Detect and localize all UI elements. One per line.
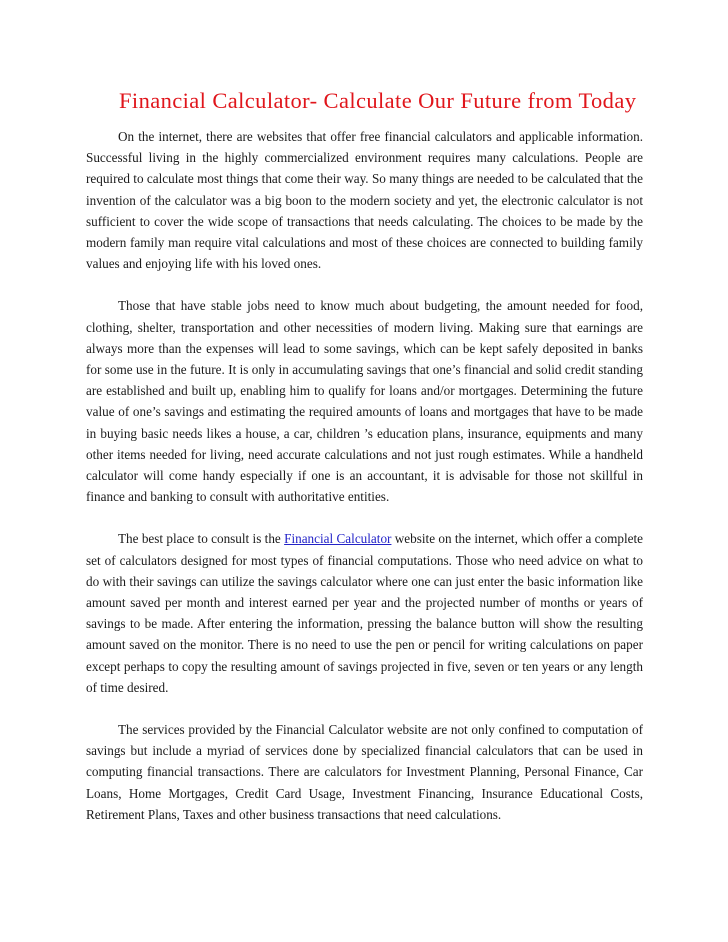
page-title: Financial Calculator- Calculate Our Future from Today <box>119 88 637 113</box>
document-body <box>86 85 643 846</box>
paragraph-budgeting: Those that have stable jobs need to know much about budgeting, the amount needed for food, clothing, shelter, transportation and other necessities of modern living. Making sure that earnings are always more than the expenses will lead to some savings, which can be kept safely deposited in banks for some use in the future. It is only in accumulating savings that one’s financial and solid credit standing are established and built up, enabling him to qualify for loans and/or mortgages. Determining the future value of one’s savings and estimating the required amounts of loans and mortgages that have to be made in buying basic needs likes a house, a car, children ’s education plans, insurance, equipments and many other items needed for living, need accurate calculations and not just rough estimates. While a handheld calculator will come handy especially if one is an accountant, it is advisable for those not skillful in finance and banking to consult with authoritative entities. <box>86 298 643 505</box>
paragraph-consult-text-after: website on the internet, which offer a complete set of calculators designed for most types of financial computations. Those who need advice on what to do with their savings can utilize the savings calculator where one can just enter the basic information like amount saved per month and interest earned per year and the projected number of months or years of savings to be made. After entering the information, pressing the balance button will show the resulting amount saved on the monitor. There is no need to use the pen or pencil for writing calculations on paper except perhaps to copy the resulting amount of savings projected in five, seven or ten years or any length of time desired. <box>86 531 643 695</box>
paragraph-consult-text-before: The best place to consult is the <box>118 531 285 547</box>
financial-calculator-link[interactable]: Financial Calculator <box>284 531 392 547</box>
paragraph-intro: On the internet, there are websites that offer free financial calculators and applicable information. Successful living in the highly commercialized environment requires many calculations. People are required to calculate most things that come their way. So many things are needed to be calculated that the invention of the calculator was a big boon to the modern society and yet, the electronic calculator is not sufficient to cover the wide scope of transactions that needs calculating. The choices to be made by the modern family man require vital calculations and most of these choices are connected to building family values and enjoying life with his loved ones. <box>86 129 643 272</box>
paragraph-consult <box>86 528 643 698</box>
paragraph-services: The services provided by the Financial Calculator website are not only confined to computation of savings but include a myriad of services done by specialized financial calculators that can be used in computing financial transactions. There are calculators for Investment Planning, Personal Finance, Car Loans, Home Mortgages, Credit Card Usage, Investment Financing, Insurance Educational Costs, Retirement Plans, Taxes and other business transactions that need calculations. <box>86 722 643 822</box>
